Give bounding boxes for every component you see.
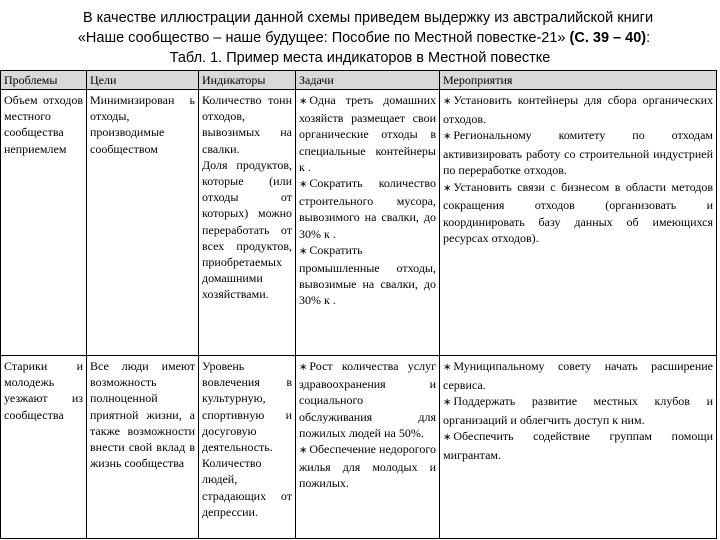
measure-item: ∗ Установить контейнеры для сбора органических отходов. (443, 93, 713, 126)
column-header-problems: Проблемы (1, 71, 87, 90)
book-title: «Наше сообщество – наше будущее: Пособие по Местной повестке-21» (77, 30, 566, 46)
bullet-icon: ∗ (443, 182, 452, 194)
bullet-icon: ∗ (443, 432, 452, 443)
measure-item: ∗ Региональному комитету по отходам активизировать работу со строительной индустрией по переработке отходов. (443, 128, 713, 177)
task-item: ∗ Обеспечение недорогого жилья для молодых и пожилых. (299, 442, 436, 491)
column-header-indicators: Индикаторы (199, 71, 296, 90)
bullet-icon: ∗ (299, 179, 308, 191)
column-header-measures: Мероприятия (440, 71, 717, 90)
bullet-icon: ∗ (299, 245, 308, 257)
problem-cell: Старики и молодежь уезжают из сообщества (1, 356, 87, 539)
problem-cell: Объем отходов местного сообщества неприемлем (1, 90, 87, 356)
bullet-icon: ∗ (299, 362, 308, 373)
bullet-icon: ∗ (443, 131, 452, 142)
table-caption: Табл. 1. Пример места индикаторов в Местной повестке (169, 50, 551, 66)
task-item: ∗ Сократить количество строительного мусора, вывозимого на свалки, до 30% к . (299, 176, 436, 241)
goal-cell: Все люди имеют возможность полноценной приятной жизни, а также возможности внести свой вклад в жизнь сообщества (87, 356, 199, 539)
tasks-cell (296, 356, 440, 539)
task-item: ∗ Сократить промышленные отходы, вывозимые на свалки, до 30% к . (299, 242, 436, 308)
bullet-icon: ∗ (299, 96, 308, 107)
measures-cell (440, 356, 717, 539)
measure-item: ∗ Муниципальному совету начать расширение сервиса. (443, 359, 713, 392)
indicator-item: Количество тонн отходов, вывозимых на свалки. (202, 93, 292, 156)
task-item: ∗ Одна треть домашних хозяйств размещает свои органические отходы в специальные контейнеры к . (299, 93, 436, 174)
indicators-cell (199, 356, 296, 539)
measure-item: ∗ Установить связи с бизнесом в области методов сокращения отходов (организовать и координировать базу данных об имеющихся ресурсах отходов). (443, 179, 713, 245)
measures-cell (440, 90, 717, 356)
task-item: ∗ Рост количества услуг здравоохранения и социального обслуживания для пожилых людей на 50%. (299, 359, 436, 440)
goal-cell: Минимизирован ь отходы, производимые сообществом (87, 90, 199, 356)
table-row (1, 356, 717, 539)
indicator-item: Количество людей, страдающих от депрессии. (202, 456, 292, 519)
column-header-goals: Цели (87, 71, 199, 90)
indicators-table (0, 70, 717, 539)
bullet-icon: ∗ (443, 397, 452, 408)
indicators-cell (199, 90, 296, 356)
bullet-icon: ∗ (443, 362, 452, 373)
measure-item: ∗ Обеспечить содействие группам помощи мигрантам. (443, 429, 713, 462)
colon: : (646, 30, 651, 46)
table-row (1, 90, 717, 356)
tasks-cell (296, 90, 440, 356)
indicator-item: Доля продуктов, которые (или отходы от которых) можно переработать от всех продуктов, приобретаемых домашними хозяйствами. (202, 157, 292, 302)
intro-line-1: В качестве иллюстрации данной схемы приведем выдержку из австралийской книги (82, 10, 654, 26)
indicator-item: Уровень вовлечения в культурную, спортивную и досуговую деятельность. (202, 359, 292, 455)
column-header-tasks: Задачи (296, 71, 440, 90)
page-reference: (С. 39 – 40) (569, 30, 647, 46)
intro-line-2 (0, 28, 720, 48)
bullet-icon: ∗ (443, 96, 452, 107)
bullet-icon: ∗ (299, 445, 308, 457)
table-header-row (1, 71, 717, 90)
measure-item: ∗ Поддержать развитие местных клубов и организаций и облегчить доступ к ним. (443, 394, 713, 427)
